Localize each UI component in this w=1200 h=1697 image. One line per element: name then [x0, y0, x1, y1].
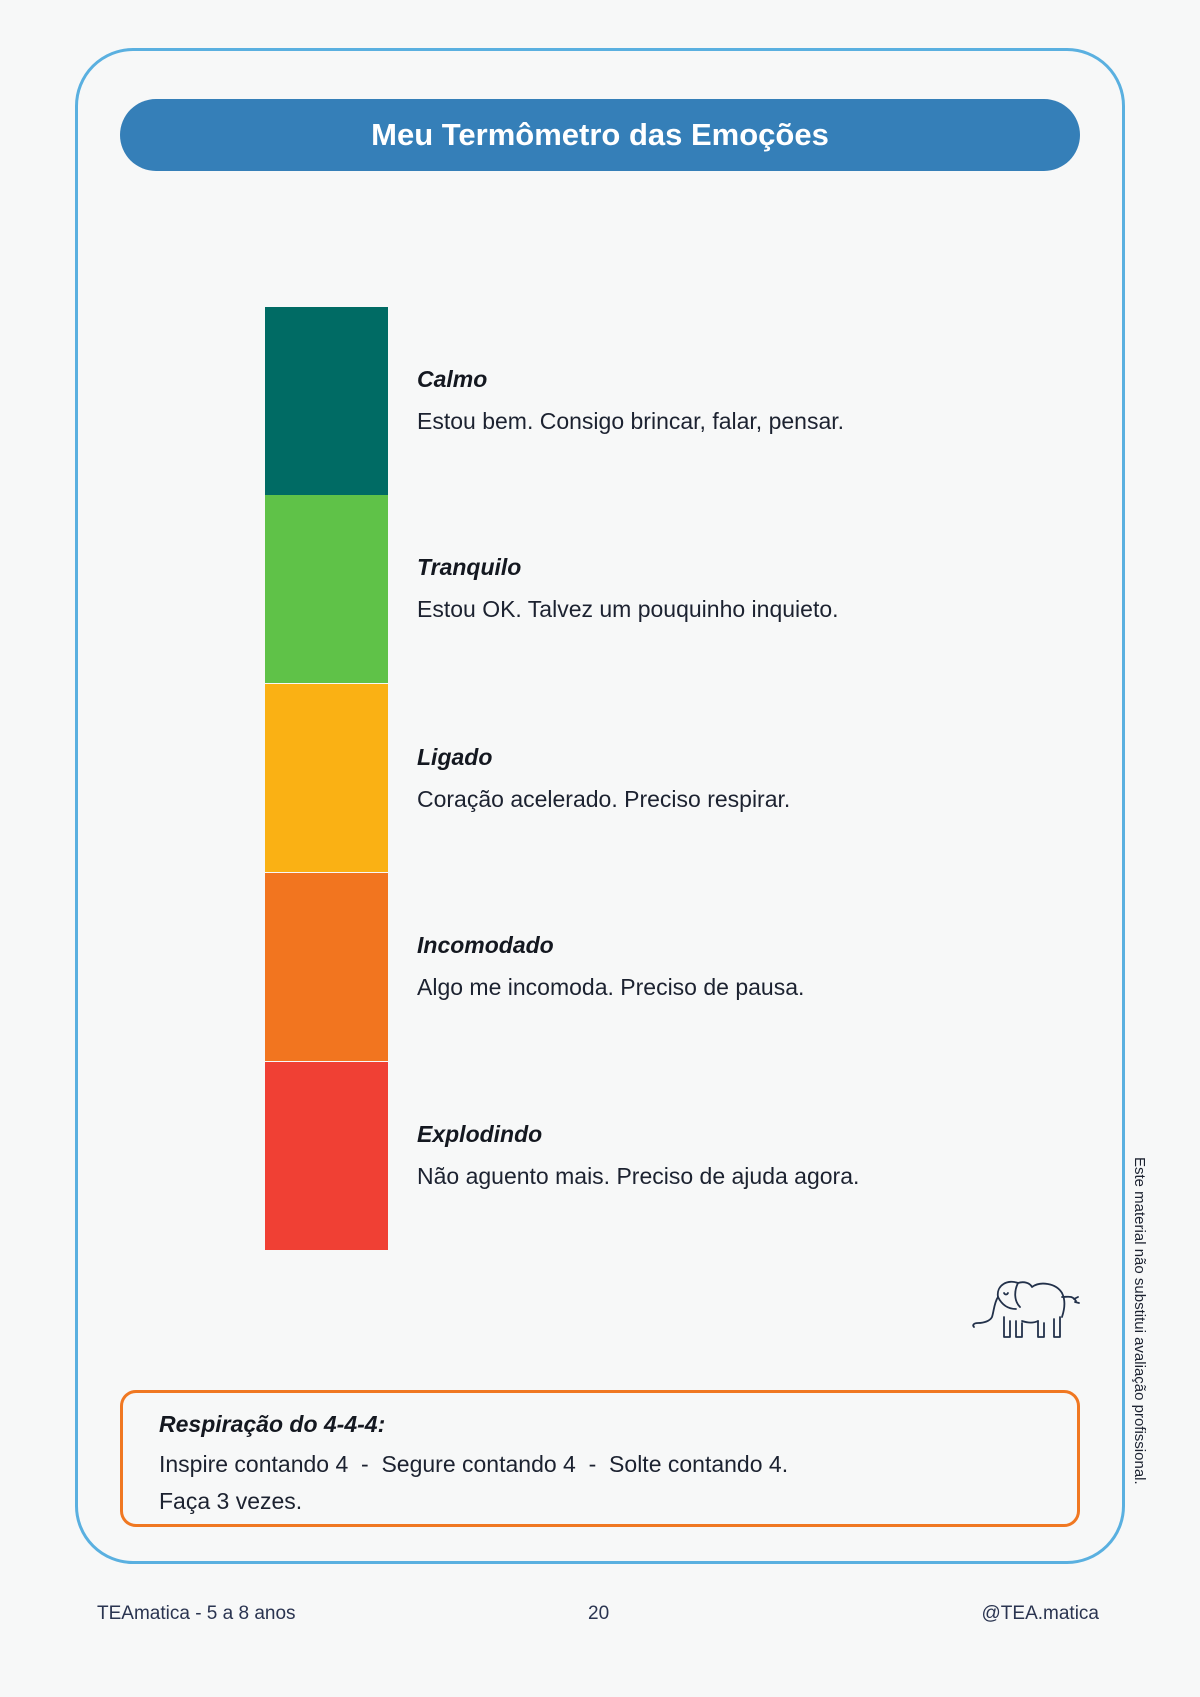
footer-handle: @TEA.matica [981, 1603, 1099, 1624]
level-description-ligado: Coração acelerado. Preciso respirar. [417, 786, 791, 812]
thermometer-segment-explodindo [265, 1062, 388, 1250]
thermometer-segment-tranquilo [265, 495, 388, 683]
level-name-incomodado: Incomodado [417, 932, 554, 958]
breathing-instructions: Inspire contando 4 - Segure contando 4 - Solte contando 4. [159, 1451, 789, 1477]
breathing-title: Respiração do 4-4-4: [159, 1411, 386, 1437]
page-title: Meu Termômetro das Emoções [371, 117, 829, 152]
level-description-incomodado: Algo me incomoda. Preciso de pausa. [417, 974, 805, 1000]
elephant-icon [968, 1275, 1084, 1345]
title-banner [120, 99, 1080, 171]
level-name-tranquilo: Tranquilo [417, 554, 522, 580]
page-number: 20 [588, 1603, 610, 1624]
level-description-calmo: Estou bem. Consigo brincar, falar, pensar. [417, 408, 845, 434]
thermometer-segment-calmo [265, 307, 388, 495]
thermometer-segment-ligado [265, 684, 388, 872]
thermometer-segment-incomodado [265, 873, 388, 1061]
disclaimer-note: Este material não substitui avaliação profissional. [1131, 1157, 1148, 1485]
level-name-explodindo: Explodindo [417, 1121, 543, 1147]
breathing-exercise-box [120, 1390, 1080, 1527]
level-name-calmo: Calmo [417, 366, 488, 392]
footer-book-title: TEAmatica - 5 a 8 anos [97, 1603, 296, 1624]
level-description-tranquilo: Estou OK. Talvez um pouquinho inquieto. [417, 596, 839, 622]
level-name-ligado: Ligado [417, 744, 493, 770]
level-description-explodindo: Não aguento mais. Preciso de ajuda agora. [417, 1163, 860, 1189]
breathing-repetitions: Faça 3 vezes. [159, 1488, 303, 1514]
